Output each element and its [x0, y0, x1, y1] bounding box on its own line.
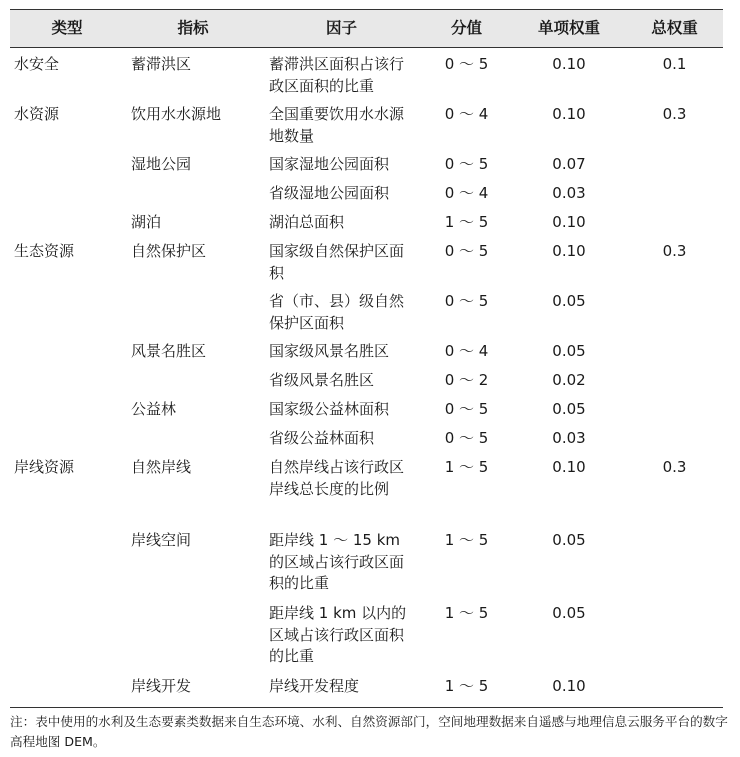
cell-score: 0 ～ 5 [444, 155, 489, 173]
cell-total-weight [626, 422, 723, 451]
table-row [10, 670, 723, 708]
cell-type [10, 206, 124, 235]
cell-single-weight: 0.07 [552, 155, 586, 173]
cell-single-weight: 0.05 [552, 400, 586, 418]
cell-total-weight [626, 335, 723, 364]
cell-indicator: 岸线开发 [124, 670, 262, 708]
cell-total-weight [626, 206, 723, 235]
cell-factor: 国家级公益林面积 [269, 400, 390, 418]
cell-total-weight [626, 285, 723, 335]
table-row [10, 235, 723, 285]
table-row [10, 177, 723, 206]
cell-factor: 湖泊总面积 [269, 213, 345, 231]
cell-score: 1 ～ 5 [444, 531, 489, 549]
cell-indicator: 湖泊 [131, 213, 162, 231]
cell-type [10, 393, 124, 422]
cell-single-weight: 0.10 [552, 242, 586, 260]
cell-score: 0 ～ 5 [444, 55, 489, 73]
cell-score: 0 ～ 5 [444, 242, 489, 260]
cell-score: 0 ～ 5 [444, 400, 489, 418]
table-row [10, 206, 723, 235]
cell-indicator [124, 177, 262, 206]
cell-score: 1 ～ 5 [444, 458, 489, 476]
cell-total-weight: 0.3 [662, 105, 687, 123]
cell-single-weight: 0.10 [552, 105, 586, 123]
cell-factor: 省级公益林面积 [269, 429, 375, 447]
cell-factor: 距岸线 1 ～ 15 km 的区域占该行政区面积的比重 [269, 531, 405, 593]
cell-score: 0 ～ 4 [444, 105, 489, 123]
cell-single-weight: 0.05 [552, 342, 586, 360]
cell-total-weight [626, 364, 723, 393]
cell-total-weight [626, 597, 723, 670]
cell-total-weight: 0.3 [662, 458, 687, 476]
table-row [10, 148, 723, 177]
cell-type: 水安全 [14, 55, 60, 73]
cell-type [10, 148, 124, 177]
header-indicator: 指标 [124, 10, 262, 48]
table-row [10, 393, 723, 422]
cell-indicator: 自然保护区 [131, 242, 207, 260]
cell-single-weight: 0.02 [552, 371, 586, 389]
cell-factor: 岸线开发程度 [262, 670, 421, 708]
cell-type [10, 364, 124, 393]
table-row [10, 597, 723, 670]
cell-total-weight: 0.1 [662, 55, 687, 73]
cell-factor: 省级湿地公园面积 [269, 184, 390, 202]
cell-indicator: 自然岸线 [131, 458, 192, 476]
cell-type [10, 524, 124, 597]
cell-single-weight: 0.10 [512, 670, 626, 708]
cell-factor: 距岸线 1 km 以内的区域占该行政区面积的比重 [269, 604, 407, 666]
cell-single-weight: 0.03 [552, 429, 586, 447]
table-row [10, 335, 723, 364]
cell-score: 0 ～ 4 [444, 184, 489, 202]
table-row [10, 98, 723, 148]
cell-total-weight [626, 524, 723, 597]
table-header-row [10, 10, 723, 48]
cell-single-weight: 0.05 [552, 531, 586, 549]
cell-type [10, 335, 124, 364]
cell-type: 岸线资源 [14, 458, 75, 476]
cell-type [10, 422, 124, 451]
indicator-weight-table [10, 9, 723, 708]
cell-type [10, 177, 124, 206]
cell-indicator [124, 422, 262, 451]
cell-type [10, 597, 124, 670]
cell-indicator: 公益林 [131, 400, 177, 418]
cell-total-weight [626, 148, 723, 177]
cell-factor: 国家级自然保护区面积 [269, 242, 405, 282]
cell-type [10, 670, 124, 708]
cell-indicator [124, 597, 262, 670]
cell-single-weight: 0.10 [552, 458, 586, 476]
cell-factor: 国家湿地公园面积 [269, 155, 390, 173]
header-score: 分值 [421, 10, 512, 48]
table-note: 注：表中使用的水利及生态要素类数据来自生态环境、水利、自然资源部门，空间地理数据来自遥感与地理信息云服务平台的数字高程地图 DEM。 [10, 714, 728, 749]
cell-score: 0 ～ 5 [444, 292, 489, 310]
cell-score: 0 ～ 5 [444, 429, 489, 447]
header-type: 类型 [10, 10, 124, 48]
cell-single-weight: 0.10 [552, 55, 586, 73]
cell-factor: 自然岸线占该行政区岸线总长度的比例 [269, 458, 405, 498]
cell-indicator: 饮用水水源地 [131, 105, 222, 123]
cell-factor: 省级风景名胜区 [269, 371, 375, 389]
cell-type: 水资源 [14, 105, 60, 123]
cell-indicator: 湿地公园 [131, 155, 192, 173]
table-row [10, 285, 723, 335]
cell-score: 1 ～ 5 [421, 670, 512, 708]
cell-factor: 国家级风景名胜区 [269, 342, 390, 360]
cell-type [10, 285, 124, 335]
cell-indicator [124, 285, 262, 335]
cell-total-weight [626, 393, 723, 422]
cell-total-weight: 0.3 [662, 242, 687, 260]
cell-indicator: 岸线空间 [131, 531, 192, 549]
cell-indicator [124, 364, 262, 393]
cell-type: 生态资源 [14, 242, 75, 260]
cell-indicator: 风景名胜区 [131, 342, 207, 360]
table-row [10, 364, 723, 393]
cell-single-weight: 0.05 [552, 292, 586, 310]
table-row [10, 422, 723, 451]
cell-total-weight [626, 670, 723, 708]
cell-score: 0 ～ 4 [444, 342, 489, 360]
cell-indicator: 蓄滞洪区 [131, 55, 192, 73]
header-total-weight: 总权重 [626, 10, 723, 48]
cell-score: 1 ～ 5 [444, 604, 489, 622]
cell-single-weight: 0.03 [552, 184, 586, 202]
cell-single-weight: 0.10 [552, 213, 586, 231]
table-row [10, 48, 723, 99]
cell-score: 1 ～ 5 [444, 213, 489, 231]
table-row [10, 524, 723, 597]
cell-total-weight [626, 177, 723, 206]
cell-single-weight: 0.05 [552, 604, 586, 622]
cell-factor: 省（市、县）级自然保护区面积 [269, 292, 405, 332]
table-row [10, 451, 723, 524]
cell-factor: 蓄滞洪区面积占该行政区面积的比重 [269, 55, 405, 95]
cell-score: 0 ～ 2 [444, 371, 489, 389]
header-factor: 因子 [262, 10, 421, 48]
header-single-weight: 单项权重 [512, 10, 626, 48]
cell-factor: 全国重要饮用水水源地数量 [269, 105, 405, 145]
